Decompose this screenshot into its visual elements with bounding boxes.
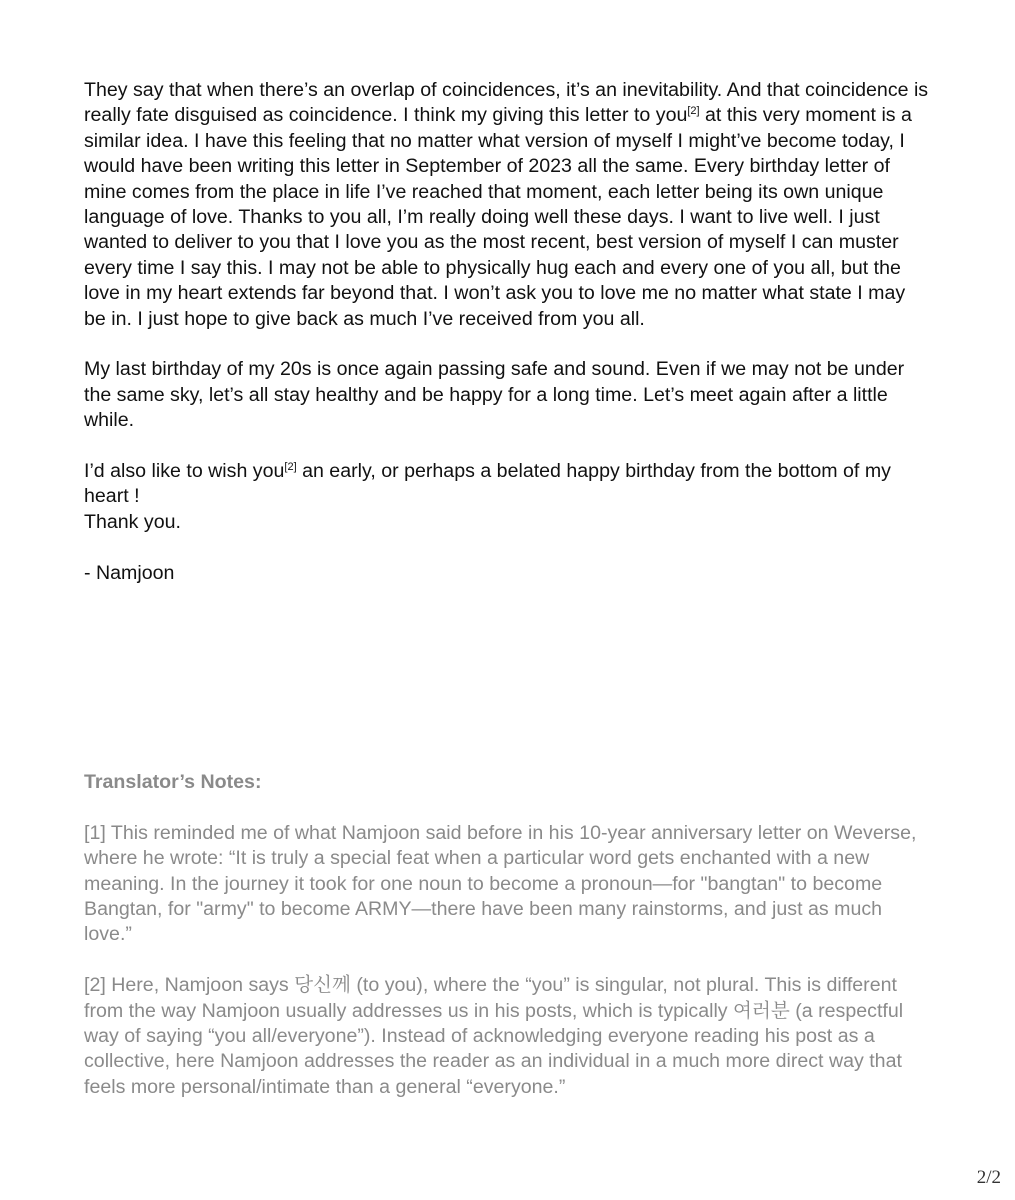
footnote-ref-2: [2] (284, 461, 297, 474)
letter-paragraph-3-text-a: I’d also like to wish you (84, 460, 285, 483)
signature: - Namjoon (84, 561, 175, 584)
page-number: 2/2 (976, 1167, 1001, 1188)
note-2: [2] Here, Namjoon says 당신께 (to you), where the “you” is singular, not plural. This is different from the way Namjoon usually addresses us in his posts, which is typically 여러분 (a respectful way of saying “you all/everyone”). Instead of acknowledging everyone reading his post as a collective, here Namjoon addresses the reader as an individual in a much more direct way that feels more personal/intimate than a general “everyone.” (84, 974, 904, 1098)
thank-you-line: Thank you. (84, 510, 181, 533)
letter-body (84, 78, 930, 586)
letter-paragraph-3-text-b: an early, or perhaps a belated happy birthday from the bottom of my heart ! (84, 460, 891, 508)
footnote-ref-2: [2] (687, 105, 700, 118)
letter-paragraph-1 (84, 78, 930, 332)
note-1: [1] This reminded me of what Namjoon said before in his 10-year anniversary letter on Weverse, where he wrote: “It is truly a special feat when a particular word gets enchanted with a new meaning. In the journey it took for one noun to become a pronoun—for "bangtan" to become Bangtan, for "army" to become ARMY—there have been many rainstorms, and just as much love.” (84, 821, 917, 946)
translator-notes (84, 770, 930, 1100)
notes-heading: Translator’s Notes: (84, 771, 262, 793)
letter-paragraph-2: My last birthday of my 20s is once again passing safe and sound. Even if we may not be under the same sky, let’s all stay healthy and be happy for a long time. Let’s meet again after a little while. (84, 358, 905, 432)
letter-paragraph-3 (84, 459, 930, 535)
letter-paragraph-1-text-b: at this very moment is a similar idea. I have this feeling that no matter what version of myself I might’ve become today, I would have been writing this letter in September of 2023 all the same. Every birthday letter of mine comes from the place in life I’ve reached that moment, each letter being its own unique language of love. Thanks to you all, I’m really doing well these days. I want to live well. I just wanted to deliver to you that I love you as the most recent, best version of myself I can muster every time I say this. I may not be able to physically hug each and every one of you all, but the love in my heart extends far beyond that. I won’t ask you to love me no matter what state I may be in. I just hope to give back as much I’ve received from you all. (84, 104, 912, 330)
letter-paragraph-1-text-a: They say that when there’s an overlap of coincidences, it’s an inevitability. And that coincidence is really fate disguised as coincidence. I think my giving this letter to you (84, 79, 929, 127)
